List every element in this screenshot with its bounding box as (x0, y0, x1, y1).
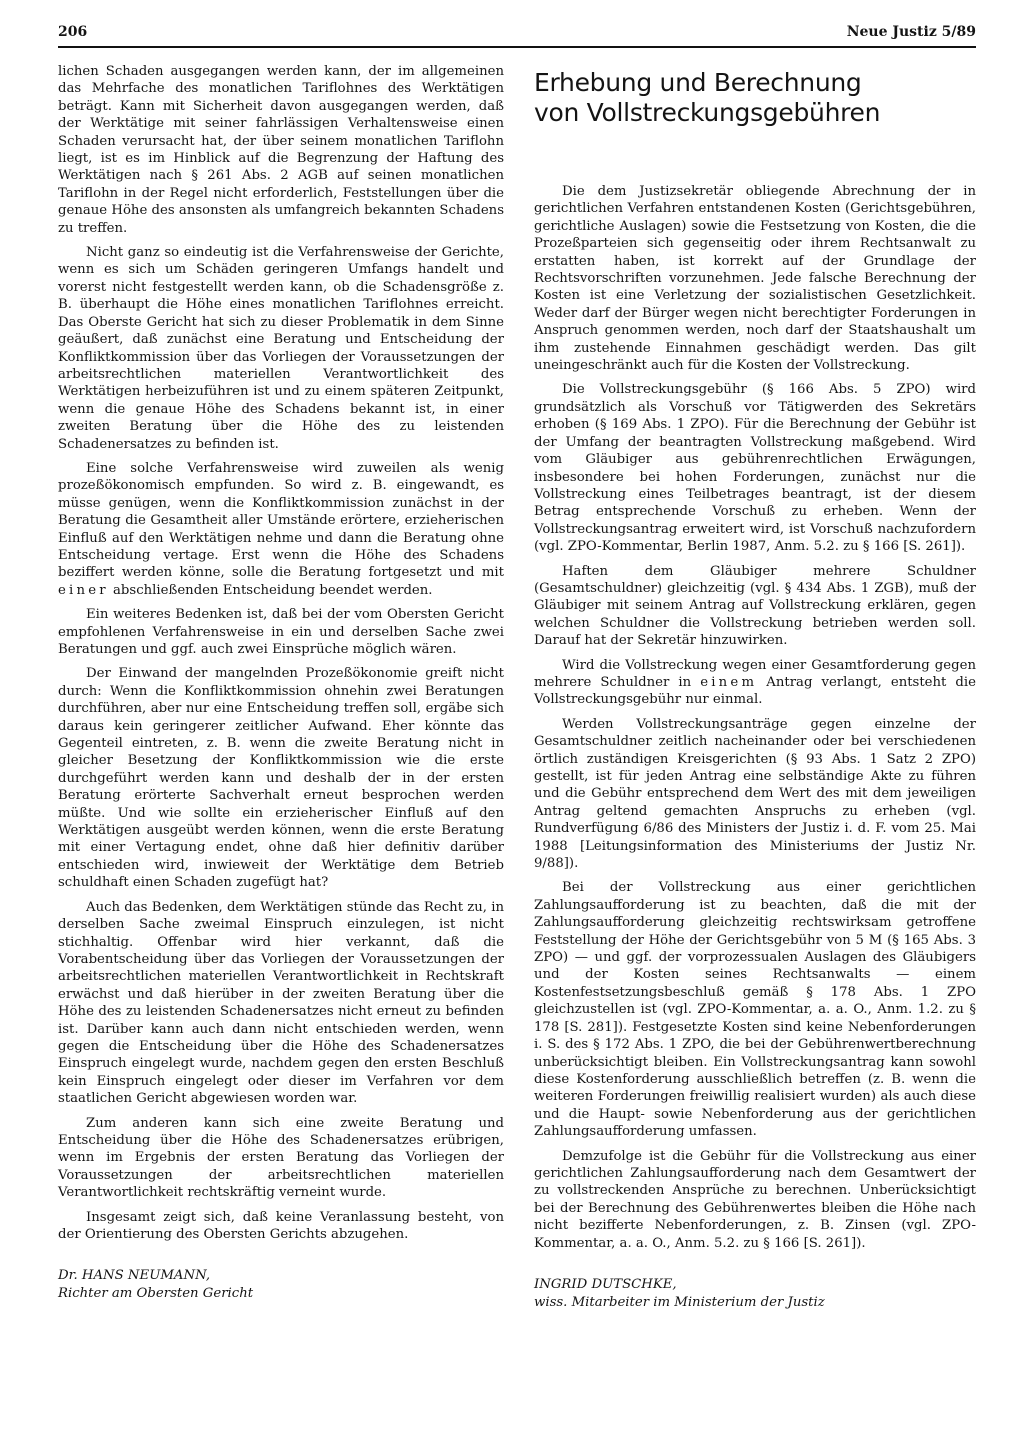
article-title-line: Erhebung und Berechnung (534, 68, 862, 97)
article-title (534, 68, 976, 128)
author-role: wiss. Mitarbeiter im Ministerium der Justiz (534, 1294, 825, 1310)
paragraph-with-emphasis (534, 657, 976, 709)
paragraph: Die Vollstreckungsgebühr (§ 166 Abs. 5 ZPO) wird grundsätzlich als Vorschuß vor Tätigwerden des Sekretärs erhoben (§ 169 Abs. 1 ZPO). Für die Berechnung der Gebühr ist der Umfang der beantragten Vollstreckung maßgebend. Wird vom Gläubiger aus gebührenrechtlichen Erwägungen, insbesondere bei hohen Forderungen, zunächst nur die Vollstreckung eines Teilbetrages beantragt, ist der diesem Betrag entsprechende Vorschuß zu erheben. Wenn der Vollstreckungsantrag erweitert wird, ist Vorschuß nachzufordern (vgl. ZPO-Kommentar, Berlin 1987, Anm. 5.2. zu § 166 [S. 261]). (534, 382, 976, 555)
page-number: 206 (58, 24, 88, 40)
paragraph-text: Eine solche Verfahrensweise wird zuweilen als wenig prozeßökonomisch empfunden. So wird z. B. eingewandt, es müsse genügen, wenn die Konfliktkommission zunächst in der Beratung die Gesamtheit aller Umstände erörtere, erzieherischen Einfluß auf den Werktätigen nehme und dann die Beratung ohne Entscheidung vertage. Erst wenn die Höhe des Schadens beziffert werden könne, solle die Beratung fortgesetzt und mit (58, 460, 504, 581)
page-header (58, 24, 976, 48)
paragraph: Ein weiteres Bedenken ist, daß bei der vom Obersten Gericht empfohlenen Verfahrensweise in ein und derselben Sache zwei Beratungen und ggf. auch zwei Einsprüche möglich wären. (58, 607, 504, 657)
journal-issue: Neue Justiz 5/89 (846, 24, 976, 40)
author-signature (534, 1276, 976, 1312)
paragraph-text: Antrag verlangt, entsteht die Vollstreckungsgebühr nur einmal. (534, 674, 976, 708)
paragraph-text: abschließenden Entscheidung beendet werden. (113, 582, 433, 598)
author-role: Richter am Obersten Gericht (58, 1286, 254, 1302)
paragraph: Haften dem Gläubiger mehrere Schuldner (Gesamtschuldner) gleichzeitig (vgl. § 434 Abs. 1 ZGB), muß der Gläubiger mit seinem Antrag auf Vollstreckung erklären, gegen welchen Schuldner die Vollstreckung betrieben werden soll. Darauf hat der Sekretär hinzuwirken. (534, 563, 976, 649)
author-name: INGRID DUTSCHKE, (534, 1276, 677, 1292)
paragraph: Demzufolge ist die Gebühr für die Vollstreckung aus einer gerichtlichen Zahlungsaufforderung nach dem Gesamtwert der zu vollstreckenden Ansprüche zu berechnen. Unberücksichtigt bei der Berechnung des Gebührenwertes bleiben die Höhe nach nicht bezifferte Nebenforderungen, z. B. Zinsen (vgl. ZPO-Kommentar, a. a. O., Anm. 5.2. zu § 166 [S. 261]). (534, 1148, 976, 1251)
paragraph: Bei der Vollstreckung aus einer gerichtlichen Zahlungsaufforderung ist zu beachten, daß die mit der Zahlungsaufforderung gleichzeitig rechtswirksam getroffene Feststellung der Höhe der Gerichtsgebühr von 5 M (§ 165 Abs. 3 ZPO) — und ggf. der vorprozessualen Auslagen des Gläubigers und der Kosten seines Rechtsanwalts — einem Kostenfestsetzungsbeschluß gemäß § 178 Abs. 1 ZPO gleichzustellen ist (vgl. ZPO-Kommentar, a. a. O., Anm. 1.2. zu § 178 [S. 281]). Festgesetzte Kosten sind keine Nebenforderungen i. S. des § 172 Abs. 1 ZPO, die bei der Gebührenwertberechnung unberücksichtigt bleiben. Ein Vollstreckungsantrag kann sowohl diese Kostenforderung ausschließlich betreffen (z. B. wenn die weiteren Forderungen freiwillig realisiert wurden) als auch diese und die Haupt- sowie Nebenforderung aus der gerichtlichen Zahlungsaufforderung umfassen. (534, 880, 976, 1140)
paragraph: lichen Schaden ausgegangen werden kann, der im allgemeinen das Mehrfache des monatlichen Tariflohnes des Werktätigen beträgt. Kann mit Sicherheit davon ausgegangen werden, daß der Werktätige mit seiner fahrlässigen Verhaltensweise einen Schaden verursacht hat, der über seinem monatlichen Tariflohn liegt, ist es im Hinblick auf die Begrenzung der Haftung des Werktätigen nach § 261 Abs. 2 AGB auf seinen monatlichen Tariflohn in der Regel nicht erforderlich, Feststellungen über die genaue Höhe des ansonsten als umfangreich bekannten Schadens zu treffen. (58, 64, 504, 236)
paragraph: Zum anderen kann sich eine zweite Beratung und Entscheidung über die Höhe des Schadenersatzes erübrigen, wenn im Ergebnis der ersten Beratung das Vorliegen der Voraussetzungen der arbeitsrechtlichen materiellen Verantwortlichkeit rechtskräftig verneint wurde. (58, 1115, 504, 1201)
paragraph-with-emphasis (58, 460, 504, 599)
emphasized-word: einem (700, 674, 758, 690)
article-title-line: von Vollstreckungsgebühren (534, 98, 881, 127)
emphasized-word: einer (58, 582, 109, 598)
paragraph-text: Wird die Vollstreckung wegen einer Gesamtforderung gegen mehrere Schuldner in (534, 657, 976, 690)
paragraph: Nicht ganz so eindeutig ist die Verfahrensweise der Gerichte, wenn es sich um Schäden geringeren Umfangs handelt und vorerst nicht festgestellt werden kann, ob die Schadensgröße z. B. überhaupt die Höhe eines monatlichen Tariflohnes erreicht. Das Oberste Gericht hat sich zu dieser Problematik in dem Sinne geäußert, daß zunächst eine Beratung und Entscheidung der Konfliktkommission über das Vorliegen der Voraussetzungen der arbeitsrechtlichen materiellen Verantwortlichkeit des Werktätigen herbeizuführen ist und zu einem späteren Zeitpunkt, wenn die genaue Höhe des Schadens bekannt ist, in einer zweiten Beratung über die Höhe des zu leistenden Schadenersatzes zu befinden ist. (58, 245, 504, 452)
paragraph: Die dem Justizsekretär obliegende Abrechnung der in gerichtlichen Verfahren entstandenen Kosten (Gerichtsgebühren, gerichtliche Auslagen) sowie die Festsetzung von Kosten, die die Prozeßparteien sich gegenseitig oder ihrem Rechtsanwalt zu erstatten haben, ist korrekt auf der Grundlage der Rechtsvorschriften vorzunehmen. Jede falsche Berechnung der Kosten ist eine Verletzung der sozialistischen Gesetzlichkeit. Weder darf der Bürger wegen nicht berechtigter Forderungen in Anspruch genommen werden, noch darf der Staatshaushalt um ihm zustehende Einnahmen geschädigt werden. Das gilt uneingeschränkt auch für die Kosten der Vollstreckung. (534, 184, 976, 374)
right-column (534, 68, 976, 1312)
author-signature (58, 1267, 504, 1303)
paragraph: Auch das Bedenken, dem Werktätigen stünde das Recht zu, in derselben Sache zweimal Einspruch einzulegen, ist nicht stichhaltig. Offenbar wird hier verkannt, daß die Vorabentscheidung über das Vorliegen der Voraussetzungen der arbeitsrechtlichen materiellen Verantwortlichkeit in Rechtskraft erwächst und daß hierüber in der zweiten Beratung über die Höhe des zu leistenden Schadenersatzes nicht erneut zu befinden ist. Darüber kann auch dann nicht entschieden werden, wenn gegen die Entscheidung über die Höhe des Schadenersatzes Einspruch eingelegt wurde, nachdem gegen den ersten Beschluß kein Einspruch eingelegt oder dieser im Verfahren vor dem staatlichen Gericht abgewiesen worden war. (58, 899, 504, 1107)
left-column (58, 63, 504, 1303)
paragraph: Der Einwand der mangelnden Prozeßökonomie greift nicht durch: Wenn die Konfliktkommission ohnehin zwei Beratungen durchführen, aber nur eine Entscheidung treffen soll, ergäbe sich daraus kein geringerer zeitlicher Aufwand. Eher könnte das Gegenteil eintreten, z. B. wenn die zweite Beratung nicht in gleicher Besetzung der Konfliktkommission wie die erste durchgeführt werden kann und deshalb der in der ersten Beratung erörterte Sachverhalt erneut besprochen werden müßte. Und wie sollte ein erzieherischer Einfluß auf den Werktätigen ausgeübt werden können, wenn die erste Beratung mit einer Vertagung endet, ohne daß hier definitiv darüber entschieden wird, inwieweit der Werktätige dem Betrieb schuldhaft einen Schaden zugefügt hat? (58, 666, 504, 891)
paragraph: Werden Vollstreckungsanträge gegen einzelne der Gesamtschuldner zeitlich nacheinander oder bei verschiedenen örtlich zuständigen Kreisgerichten (§ 93 Abs. 1 Satz 2 ZPO) gestellt, ist für jeden Antrag eine selbständige Akte zu führen und die Gebühr entsprechend dem Wert des mit dem jeweiligen Antrag geltend gemachten Anspruchs zu erheben (vgl. Rundverfügung 6/86 des Ministers der Justiz i. d. F. vom 25. Mai 1988 [Leitungsinformation des Ministeriums der Justiz Nr. 9/88]). (534, 716, 976, 872)
paragraph: Insgesamt zeigt sich, daß keine Veranlassung besteht, von der Orientierung des Obersten Gerichts abzugehen. (58, 1209, 504, 1242)
header-rule (58, 46, 976, 48)
author-name: Dr. HANS NEUMANN, (58, 1268, 211, 1284)
